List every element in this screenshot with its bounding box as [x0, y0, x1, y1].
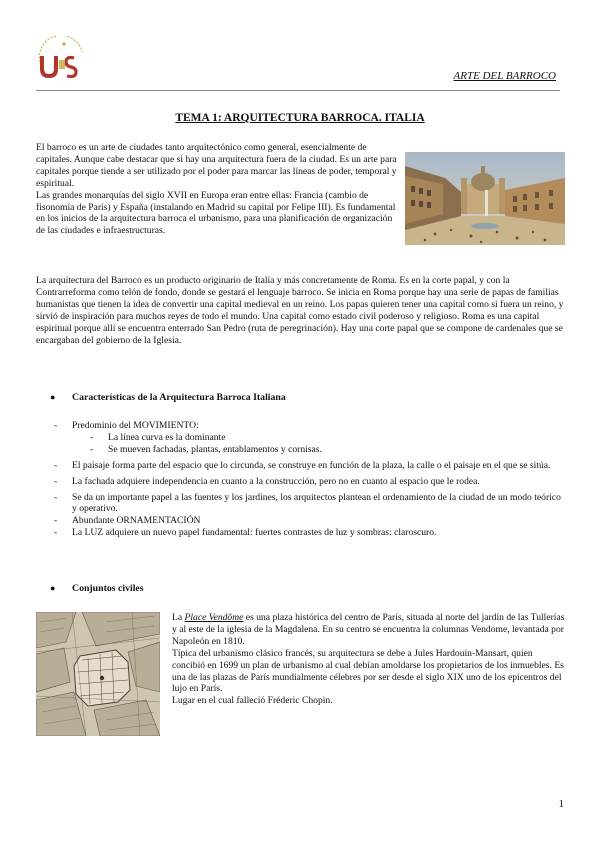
list-item-text: La LUZ adquiere un nuevo papel fundamental: fuertes contrastes de luz y sombras: claroscuro. [72, 527, 437, 539]
characteristics-list [54, 420, 566, 539]
intro-text [36, 142, 401, 237]
list-item-text: La fachada adquiere independencia en cuanto a la construcción, pero no en cuanto al espacio que le rodea. [72, 475, 480, 487]
list-item: - La fachada adquiere independencia en cuanto a la construcción, pero no en cuanto al espacio que le rodea. [54, 475, 480, 487]
place-vendome-paragraph-1 [172, 612, 567, 648]
intro-paragraph-2: Las grandes monarquías del siglo XVII en Europa eran entre ellas: Francia (cambio de fisonomía de París) y España (instalando en Madrid su capital por Felipe III). Es fundamental en los inicios de la arquitectura barroca el urbanismo, para una planificación de organización de las ciudades e infraestructuras. [36, 189, 396, 237]
list-item: - La LUZ adquiere un nuevo papel fundamental: fuertes contrastes de luz y sombras: claroscuro. [54, 527, 437, 539]
place-vendome-paragraph-3: Lugar en el cual falleció Fréderic Chopin. [172, 695, 333, 707]
list-item-text: Se mueven fachadas, plantas, entablamentos y cornisas. [108, 443, 322, 455]
place-vendome-link[interactable]: Place Vendôme [184, 612, 244, 623]
place-vendome-text [172, 612, 567, 707]
header-divider [36, 90, 560, 91]
paragraph-lead: La [172, 612, 185, 623]
place-vendome-map [36, 612, 160, 736]
bullet-icon: ● [50, 583, 56, 593]
list-item-text: Se da un importante papel a las fuentes y los jardines, los arquitectos plantean el ordenamiento de la ciudad de un modo teórico y operativo. [72, 491, 561, 515]
list-item-text: Abundante ORNAMENTACIÓN [72, 515, 201, 527]
paragraph-text: es una plaza histórica del centro de París, situada al norte del jardín de las Tullerías y al este de la iglesia de la Magdalena. En su centro se encuentra la columnas Vendome, levantada por Napoleón en 1810. [172, 612, 565, 647]
university-logo [34, 36, 94, 80]
place-vendome-paragraph-2: Típica del urbanismo clásico francés, su arquitectura se debe a Jules Hardouin-Mansart, quien concibió en 1699 un plan de urbanismo al cual debían amoldarse los propietarios de los inmuebles. Es una de las plazas de París mundialmente célebres por ser desde el siglo XIX uno de los epicentros del lujo en París. [172, 647, 564, 695]
list-item-text: El paisaje forma parte del espacio que lo circunda, se construye en función de la plaza, la calle o el paisaje en el que se sitúa. [72, 459, 551, 471]
sub-list-item: - Se mueven fachadas, plantas, entablamentos y cornisas. [90, 443, 322, 455]
list-item-text: Predominio del MOVIMIENTO: [72, 420, 199, 431]
list-item: - Abundante ORNAMENTACIÓN [54, 515, 201, 527]
bullet-icon: ● [50, 392, 56, 402]
page-number: 1 [558, 798, 564, 810]
section-heading-text: Características de la Arquitectura Barroca Italiana [72, 392, 286, 403]
intro-paragraph-1: El barroco es un arte de ciudades tanto arquitectónico como general, esencialmente de capitales. Aunque cabe destacar que si hay una arquitectura fuera de la ciudad. Es un arte para capitales porque tiende a ser utilizado por el poder para marcar las líneas de poder, temporal y espiritual. [36, 142, 397, 189]
list-item-text: La línea curva es la dominante [108, 431, 226, 443]
document-header-title: ARTE DEL BARROCO [453, 70, 556, 82]
list-item: - Se da un importante papel a las fuentes y los jardines, los arquitectos plantean el ordenamiento de la ciudad de un modo teórico y operativo. [54, 491, 561, 515]
list-item: - El paisaje forma parte del espacio que lo circunda, se construye en función de la plaza, la calle o el paisaje en el que se sitúa. [54, 459, 551, 471]
body-paragraph: La arquitectura del Barroco es un producto originario de Italia y más concretamente de Roma. Es en la corte papal, y con la Contrarreforma como telón de fondo, donde se gestará el lenguaje barroco. Se inicia en Roma porque hay una serie de papas de familias humanistas que tienen la idea de convertir una capital medieval en un reino. Los papas quieren tener una capital como si fuera un reino, y sirvió de inspiración para muchos reyes de todo el mundo. Una capital como estado civil poderoso y religioso. Roma es una capital espiritual porque allí se encuentra enterrado San Pedro (ruta de peregrinación). Hay una corte papal que se compone de cardenales que se encargaban del gobierno de la Iglesia. [36, 275, 564, 346]
list-item: - Predominio del MOVIMIENTO: [54, 420, 199, 431]
piazza-navona-painting [405, 152, 565, 245]
page-title: TEMA 1: ARQUITECTURA BARROCA. ITALIA [175, 112, 425, 124]
sub-list-item: - La línea curva es la dominante [90, 431, 226, 443]
section-heading-text: Conjuntos civiles [72, 583, 144, 594]
